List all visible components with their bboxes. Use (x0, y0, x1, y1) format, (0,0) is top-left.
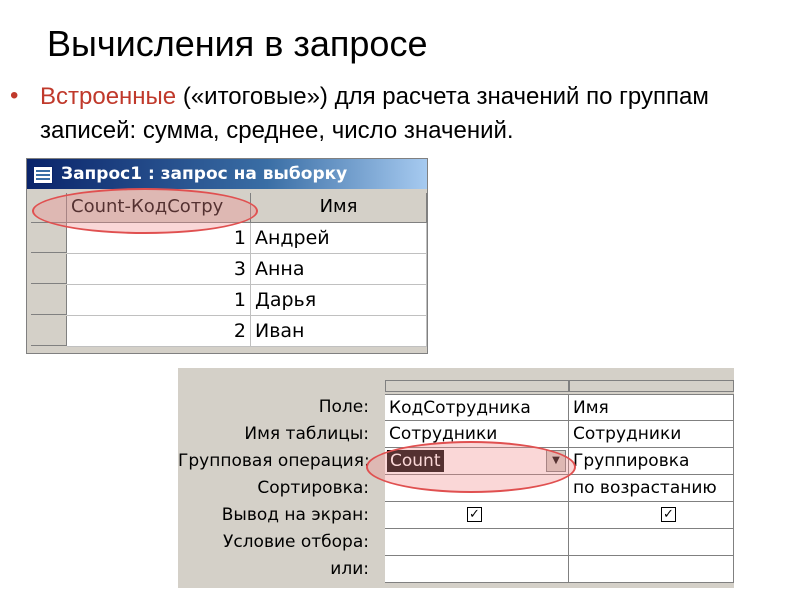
cell-name[interactable]: Анна (251, 254, 427, 285)
group-op-value: Count (387, 450, 444, 472)
row-label-show: Вывод на экран: (221, 505, 369, 525)
window-titlebar[interactable] (27, 159, 427, 189)
table-cell[interactable]: Сотрудники (569, 421, 734, 448)
group-op-cell[interactable]: Группировка (569, 448, 734, 475)
bullet-rest: для расчета значений по группам записей: сумма, среднее, число значений. (40, 83, 709, 144)
sort-cell[interactable]: по возрастанию (569, 475, 734, 502)
cell-count[interactable]: 1 (67, 285, 251, 316)
bullet-paren: («итоговые») (182, 83, 328, 110)
row-label-table: Имя таблицы: (244, 424, 369, 444)
field-cell[interactable]: КодСотрудника (385, 394, 569, 421)
row-selector[interactable] (31, 285, 67, 315)
column-header-name[interactable]: Имя (251, 193, 427, 223)
row-label-field: Поле: (318, 397, 369, 417)
show-checkbox[interactable]: ✓ (661, 507, 676, 522)
or-cell[interactable] (569, 556, 734, 583)
row-selector[interactable] (31, 316, 67, 346)
bullet-highlight: Встроенные (40, 83, 177, 110)
highlight-ellipse (32, 188, 258, 234)
column-header-count[interactable]: Count-КодСотру (67, 193, 251, 223)
row-selector[interactable] (31, 223, 67, 253)
column-selector[interactable] (569, 380, 734, 392)
show-checkbox[interactable]: ✓ (467, 507, 482, 522)
table-row[interactable] (31, 285, 427, 316)
bullet-marker: • (10, 82, 19, 109)
cell-name[interactable]: Иван (251, 316, 427, 347)
query-results-window (26, 158, 428, 354)
column-selector[interactable] (385, 380, 569, 392)
cell-count[interactable]: 1 (67, 223, 251, 254)
cell-name[interactable]: Дарья (251, 285, 427, 316)
dropdown-arrow-icon[interactable]: ▼ (546, 450, 566, 472)
table-row[interactable] (31, 316, 427, 347)
slide-title: Вычисления в запросе (47, 23, 428, 64)
cell-name[interactable]: Андрей (251, 223, 427, 254)
highlight-ellipse (366, 441, 576, 493)
criteria-cell[interactable] (569, 529, 734, 556)
table-cell[interactable]: Сотрудники (385, 421, 569, 448)
query-window-icon (33, 166, 53, 184)
cell-count[interactable]: 3 (67, 254, 251, 285)
show-cell (385, 502, 569, 529)
row-label-sort: Сортировка: (257, 478, 369, 498)
cell-count[interactable]: 2 (67, 316, 251, 347)
show-cell (569, 502, 734, 529)
row-selector[interactable] (31, 254, 67, 284)
row-label-or: или: (330, 559, 369, 579)
bullet-text (40, 80, 770, 148)
table-row[interactable] (31, 254, 427, 285)
or-cell[interactable] (385, 556, 569, 583)
criteria-cell[interactable] (385, 529, 569, 556)
row-label-group-op: Групповая операция: (178, 451, 370, 471)
window-title: Запрос1 : запрос на выборку (61, 164, 348, 184)
row-label-criteria: Условие отбора: (222, 532, 369, 552)
field-cell[interactable]: Имя (569, 394, 734, 421)
